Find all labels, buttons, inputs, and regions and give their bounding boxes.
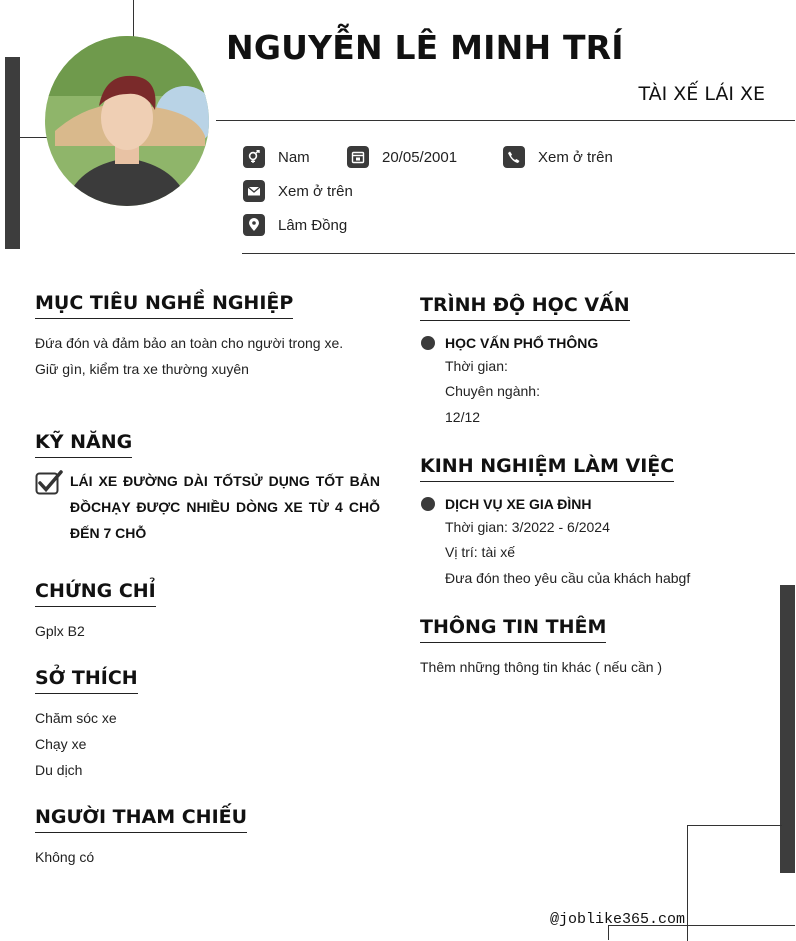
hobby-item-2: Chạy xe: [35, 736, 87, 752]
education-name: HỌC VẤN PHỔ THÔNG: [445, 335, 599, 351]
top-decor-line: [133, 0, 134, 40]
header-divider: [216, 120, 795, 121]
contact-divider: [242, 253, 795, 254]
experience-description: Đưa đón theo yêu cầu của khách habgf: [445, 570, 691, 586]
experience-title: KINH NGHIỆM LÀM VIỆC: [420, 455, 674, 482]
email-value: Xem ở trên: [278, 182, 353, 200]
experience-time: Thời gian: 3/2022 - 6/2024: [445, 519, 610, 535]
gender-info: [243, 146, 310, 168]
phone-info: [503, 146, 613, 168]
references-title: NGƯỜI THAM CHIẾU: [35, 806, 247, 833]
phone-value: Xem ở trên: [538, 148, 613, 166]
education-major: Chuyên ngành:: [445, 383, 540, 399]
mail-icon: [243, 180, 265, 202]
job-title: TÀI XẾ LÁI XE: [638, 83, 765, 105]
checkbox-checked-icon: [35, 470, 63, 496]
candidate-name: NGUYỄN LÊ MINH TRÍ: [226, 28, 624, 67]
hobbies-title: SỞ THÍCH: [35, 667, 138, 694]
hobby-item-3: Du dịch: [35, 762, 83, 778]
hobby-item-1: Chăm sóc xe: [35, 710, 117, 726]
skills-title: KỸ NĂNG: [35, 431, 132, 458]
objective-title: MỤC TIÊU NGHỀ NGHIỆP: [35, 292, 293, 319]
education-time: Thời gian:: [445, 358, 508, 374]
gender-value: Nam: [278, 148, 310, 166]
location-pin-icon: [243, 214, 265, 236]
experience-position: Vị trí: tài xế: [445, 544, 516, 560]
certificates-title: CHỨNG CHỈ: [35, 580, 156, 607]
right-decor-bar: [780, 585, 795, 873]
education-bullet: [421, 336, 435, 350]
bottom-decor-box: [687, 825, 782, 941]
calendar-icon: [347, 146, 369, 168]
objective-line-1: Đứa đón và đảm bảo an toàn cho người trong xe.: [35, 335, 344, 351]
certificate-item: Gplx B2: [35, 623, 85, 639]
extra-info-title: THÔNG TIN THÊM: [420, 616, 606, 643]
left-decor-bar: [5, 57, 20, 249]
phone-icon: [503, 146, 525, 168]
profile-photo: [45, 36, 209, 206]
email-info: [243, 180, 353, 202]
birthday-info: [347, 146, 457, 168]
extra-info-text: Thêm những thông tin khác ( nếu cần ): [420, 659, 663, 675]
gender-icon: [243, 146, 265, 168]
objective-line-2: Giữ gìn, kiểm tra xe thường xuyên: [35, 361, 249, 377]
location-info: [243, 214, 347, 236]
education-title: TRÌNH ĐỘ HỌC VẤN: [420, 294, 630, 321]
experience-bullet: [421, 497, 435, 511]
education-grade: 12/12: [445, 409, 481, 425]
birthday-value: 20/05/2001: [382, 148, 458, 166]
location-value: Lâm Đồng: [278, 216, 348, 234]
footer-watermark: @joblike365.com: [550, 911, 686, 928]
skills-text: LÁI XE ĐƯỜNG DÀI TỐTSỬ DỤNG TỐT BẢN ĐỒCHẠY ĐƯỢC NHIỀU DÒNG XE TỪ 4 CHỖ ĐẾN 7 CHỖ: [70, 473, 380, 541]
experience-company: DỊCH VỤ XE GIA ĐÌNH: [445, 496, 592, 512]
reference-item: Không có: [35, 849, 95, 865]
